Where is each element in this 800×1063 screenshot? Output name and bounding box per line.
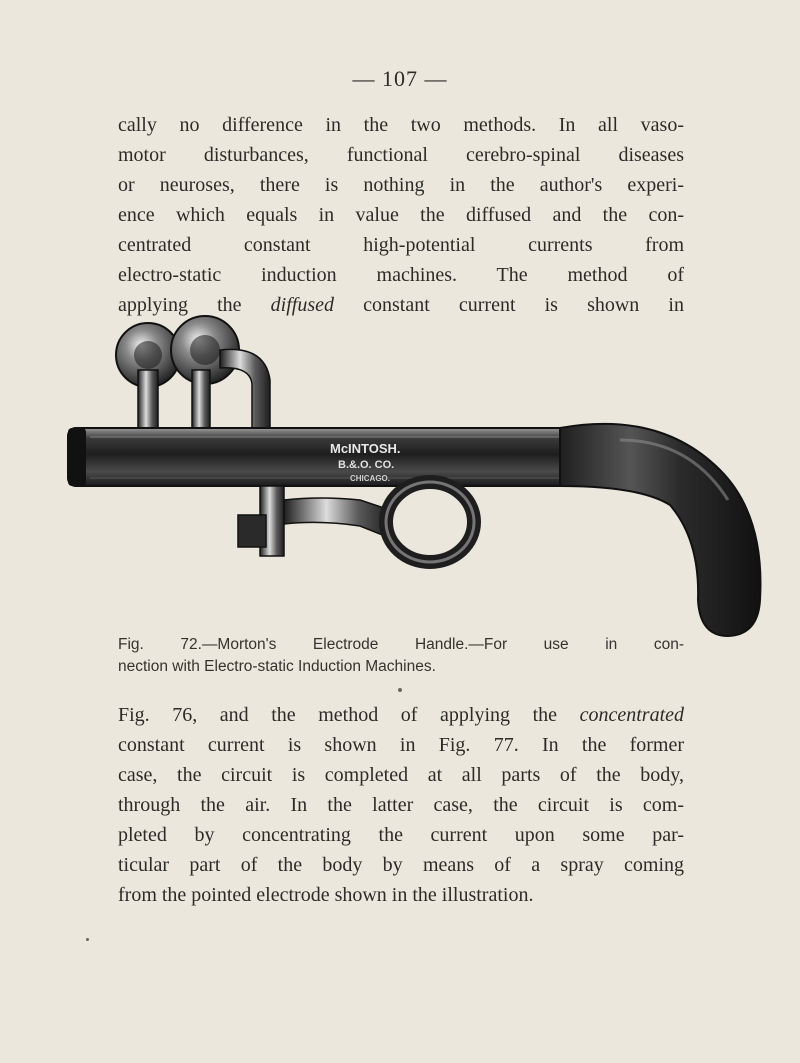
text-line-first bbox=[118, 700, 684, 730]
stamp-line-2: B.&.O. CO. bbox=[338, 459, 395, 471]
electrode-handle-illustration bbox=[60, 300, 800, 640]
stamp-line-1: McINTOSH. bbox=[330, 441, 401, 456]
text-line: motor disturbances, functional cerebro-spinal diseases bbox=[118, 144, 684, 166]
handle-grip bbox=[560, 424, 761, 636]
text-line: case, the circuit is completed at all parts of the body, bbox=[118, 764, 684, 786]
italic-term-diffused: diffused bbox=[270, 294, 334, 316]
text-line: ticular part of the body by means of a spray coming bbox=[118, 854, 684, 876]
paragraph-bottom bbox=[118, 700, 684, 910]
text-line: ence which equals in value the diffused and the con- bbox=[118, 204, 684, 226]
text-line: through the air. In the latter case, the circuit is com- bbox=[118, 794, 684, 816]
text-segment: constant current is shown in bbox=[334, 294, 684, 316]
lower-bracket bbox=[238, 482, 474, 562]
text-line-last: from the pointed electrode shown in the illustration. bbox=[118, 884, 534, 906]
text-line: constant current is shown in Fig. 77. In the former bbox=[118, 734, 684, 756]
electrode-handle-figure bbox=[60, 300, 800, 640]
italic-term-concentrated: concentrated bbox=[579, 704, 684, 726]
text-segment: Fig. 76, and the method of applying the bbox=[118, 704, 580, 726]
print-speck bbox=[398, 688, 402, 692]
stamp-line-3: CHICAGO. bbox=[350, 474, 390, 483]
text-line: centrated constant high-potential currents from bbox=[118, 234, 684, 256]
caption-line: Fig. 72.—Morton's Electrode Handle.—For use in con- bbox=[118, 636, 684, 653]
page-number: — 107 — bbox=[352, 66, 448, 91]
text-line: electro-static induction machines. The method of bbox=[118, 264, 684, 286]
text-line: pleted by concentrating the current upon some par- bbox=[118, 824, 684, 846]
figure-caption bbox=[118, 634, 684, 678]
text-line: or neuroses, there is nothing in the author's experi- bbox=[118, 174, 684, 196]
text-segment: applying the bbox=[118, 294, 271, 316]
paragraph-top bbox=[118, 110, 684, 320]
print-speck bbox=[86, 938, 89, 941]
text-line: cally no difference in the two methods. In all vaso- bbox=[118, 114, 684, 136]
caption-line: nection with Electro-static Induction Machines. bbox=[118, 658, 436, 675]
